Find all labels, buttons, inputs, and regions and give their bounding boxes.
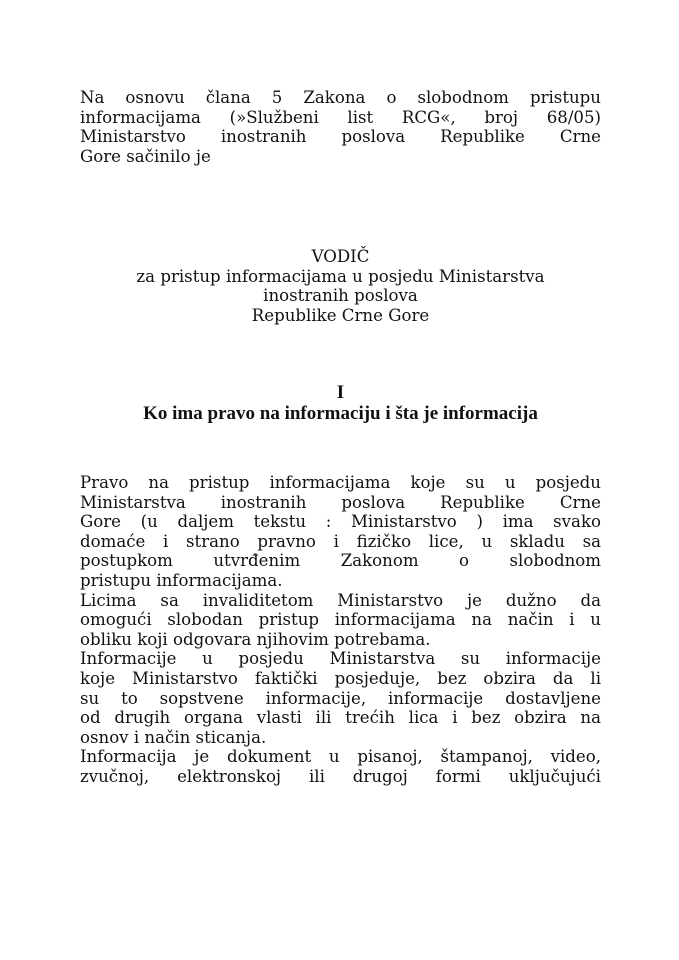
title-heading: VODIČ bbox=[311, 247, 370, 266]
text-line: Gore sačinilo je bbox=[80, 146, 211, 166]
text-line: su to sopstvene informacije, informacije dostavljene bbox=[80, 688, 601, 708]
text-line: od drugih organa vlasti ili trećih lica i bez obzira na bbox=[80, 708, 601, 728]
text-line: Ministarstva inostranih poslova Republike Crne bbox=[80, 492, 601, 512]
text-line: obliku koji odgovara njihovim potrebama. bbox=[80, 629, 431, 649]
text-line: Ministarstvo inostranih poslova Republike Crne bbox=[80, 127, 601, 147]
document-title bbox=[80, 247, 601, 325]
section-title: Ko ima pravo na informaciju i šta je informacija bbox=[143, 403, 538, 424]
text-line: Na osnovu člana 5 Zakona o slobodnom pristupu bbox=[80, 88, 601, 107]
body-text bbox=[80, 473, 601, 787]
intro-paragraph bbox=[80, 88, 601, 166]
text-line: Informacije u posjedu Ministarstva su informacije bbox=[80, 649, 601, 669]
text-line: informacijama (»Službeni list RCG«, broj 68/05) bbox=[80, 107, 601, 127]
title-subtitle-line: Republike Crne Gore bbox=[251, 305, 430, 325]
text-line: osnov i način sticanja. bbox=[80, 727, 267, 747]
title-subtitle-line: za pristup informacijama u posjedu Ministarstva bbox=[136, 266, 545, 286]
section-number: I bbox=[336, 382, 345, 403]
text-line: omogući slobodan pristup informacijama na način i u bbox=[80, 610, 601, 630]
text-line: Licima sa invaliditetom Ministarstvo je dužno da bbox=[80, 590, 601, 610]
text-line: postupkom utvrđenim Zakonom o slobodnom bbox=[80, 551, 601, 571]
text-line: Gore (u daljem tekstu : Ministarstvo ) ima svako bbox=[80, 512, 601, 532]
text-line: Informacija je dokument u pisanoj, štampanoj, video, bbox=[80, 747, 601, 767]
text-line: koje Ministarstvo faktički posjeduje, bez obzira da li bbox=[80, 668, 601, 688]
text-line: Pravo na pristup informacijama koje su u posjedu bbox=[80, 473, 601, 492]
text-line: zvučnoj, elektronskoj ili drugoj formi uključujući bbox=[80, 766, 601, 786]
title-subtitle-line: inostranih poslova bbox=[263, 286, 418, 306]
text-line: domaće i strano pravno i fizičko lice, u skladu sa bbox=[80, 531, 601, 551]
text-line: pristupu informacijama. bbox=[80, 570, 283, 590]
section-heading bbox=[80, 382, 601, 424]
